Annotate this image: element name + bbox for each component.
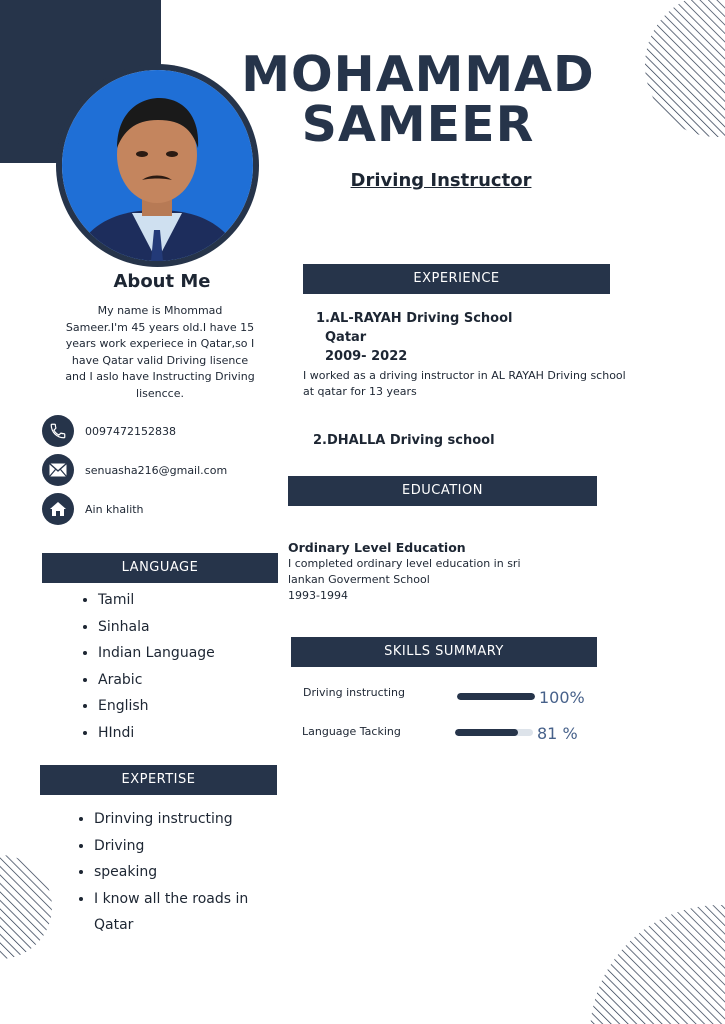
email-icon (42, 454, 74, 486)
address: Ain khalith (85, 502, 144, 516)
list-item: • speaking (94, 859, 279, 886)
education-degree: Ordinary Level Education (288, 540, 466, 555)
skill-bar-fill (457, 693, 535, 700)
skill-bar-fill (455, 729, 518, 736)
list-item: • I know all the roads in Qatar (94, 886, 279, 939)
name-line-1: MOHAMMAD (241, 46, 595, 103)
skill-bar (455, 729, 533, 736)
experience-header: EXPERIENCE (303, 264, 610, 294)
home-icon (42, 493, 74, 525)
about-line: and I aslo have Instructing Driving (65, 370, 255, 383)
education-line: I completed ordinary level education in sri (288, 557, 521, 570)
list-item: • Driving (94, 833, 279, 860)
education-header: EDUCATION (288, 476, 597, 506)
contact-address (42, 493, 144, 525)
skill-percent: 81 % (537, 724, 578, 743)
phone-number: 0097472152838 (85, 424, 176, 438)
job-title: 2.DHALLA Driving school (313, 433, 495, 448)
contact-email (42, 454, 227, 486)
list-item: • HIndi (98, 720, 215, 747)
about-line: My name is Mhommad (97, 304, 223, 317)
list-item: • Drinving instructing (94, 806, 279, 833)
job-description (303, 368, 663, 400)
list-item: • Tamil (98, 587, 215, 614)
hatched-circle-bottom-left (0, 850, 60, 965)
about-line: lisencce. (136, 386, 184, 400)
candidate-name (238, 46, 598, 153)
job-title: 1.AL-RAYAH Driving School (316, 311, 513, 326)
job-description-line: I worked as a driving instructor in AL RAYAH Driving school (303, 369, 626, 382)
about-line: have Qatar valid Driving lisence (71, 353, 249, 367)
list-item: • Indian Language (98, 640, 215, 667)
job-years: 2009- 2022 (325, 349, 408, 364)
about-line: years work experiece in Qatar,so I (65, 337, 255, 350)
contact-phone (42, 415, 176, 447)
language-header: LANGUAGE (42, 553, 278, 583)
name-line-2: SAMEER (301, 96, 535, 153)
list-item: • Arabic (98, 667, 215, 694)
expertise-header: EXPERTISE (40, 765, 277, 795)
hatched-circle-top-right (640, 0, 725, 140)
education-details (288, 556, 588, 604)
about-line: Sameer.I'm 45 years old.I have 15 (65, 320, 255, 334)
list-item: • English (98, 693, 215, 720)
profile-photo-image (62, 70, 253, 261)
about-text (54, 303, 266, 402)
language-list (78, 587, 215, 746)
phone-icon (42, 415, 74, 447)
email-address: senuasha216@gmail.com (85, 463, 228, 477)
skill-bar (457, 693, 535, 700)
skills-header: SKILLS SUMMARY (291, 637, 597, 667)
education-line: 1993-1994 (288, 589, 348, 602)
job-role: Driving Instructor (350, 170, 532, 191)
list-item: • Sinhala (98, 614, 215, 641)
skill-name: Language Tacking (302, 725, 401, 738)
skill-name: Driving instructing (303, 686, 406, 699)
hatched-circle-bottom-right (580, 900, 725, 1024)
education-line: lankan Goverment School (288, 573, 430, 586)
skill-percent: 100% (539, 688, 585, 707)
job-description-line: at qatar for 13 years (303, 385, 417, 398)
profile-photo (56, 64, 259, 267)
job-location: Qatar (325, 330, 367, 345)
expertise-list (74, 806, 279, 939)
about-title: About Me (113, 271, 211, 292)
